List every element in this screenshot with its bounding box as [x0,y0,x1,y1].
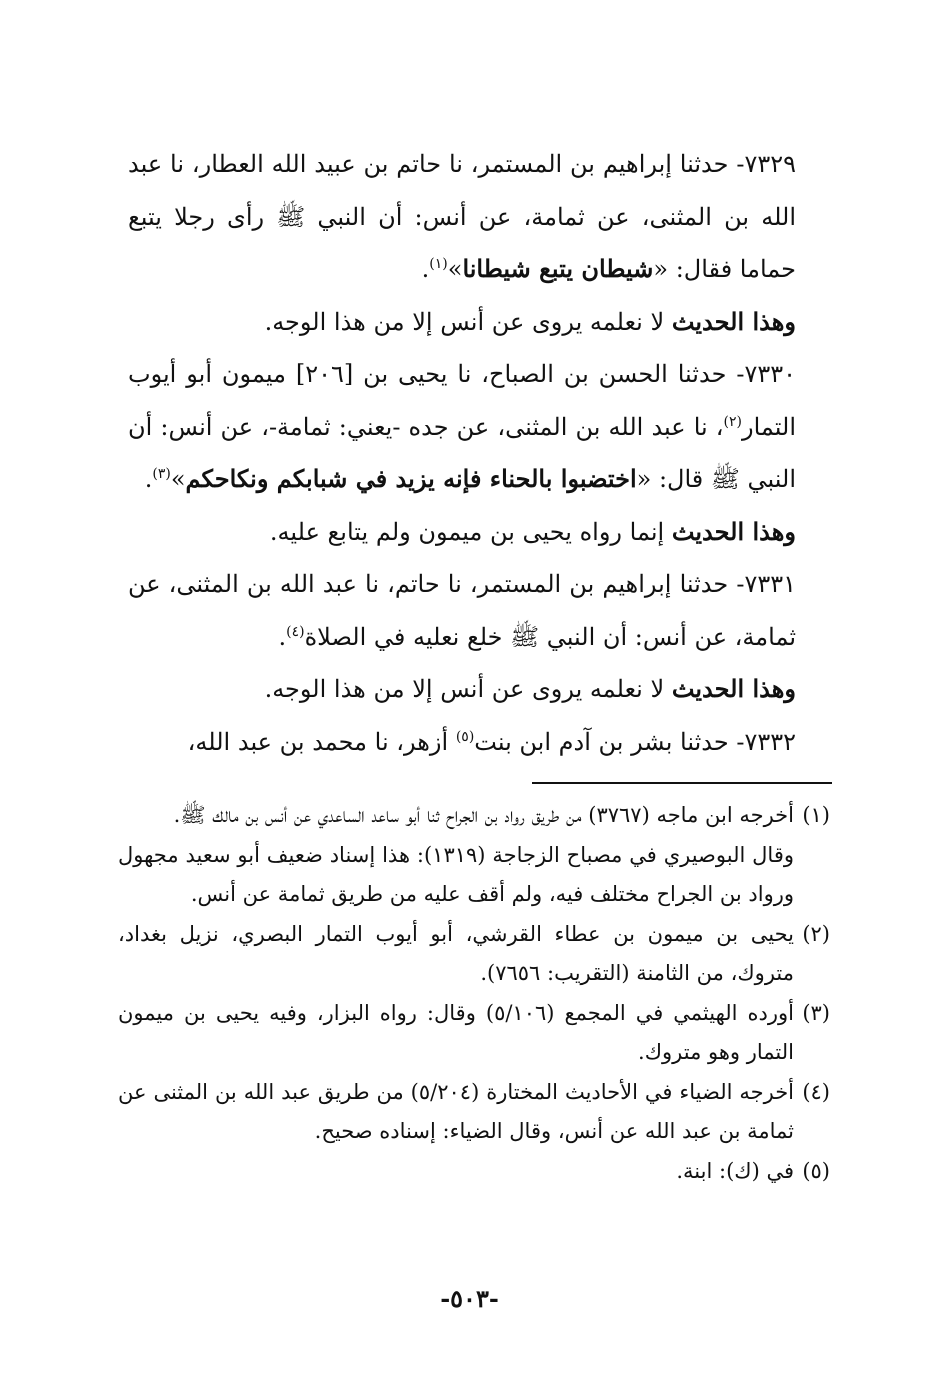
comment-lead-bold: وهذا الحديث [671,516,796,546]
hadith-text: ٧٣٣٢- حدثنا بشر بن آدم ابن بنت [474,727,796,756]
footnote-label: (٥) [802,1158,830,1183]
footnote-4 [118,1073,830,1152]
footnote-separator [532,782,832,784]
comment-3 [128,663,840,716]
footnote-3 [118,994,830,1073]
footnote-2 [118,915,830,994]
footnote-ref-3[interactable]: (٣) [152,466,171,482]
footnote-label: (٣) [802,1000,830,1025]
hadith-7330 [128,348,840,506]
comment-text: لا نعلمه يروى عن أنس إلا من هذا الوجه. [264,307,672,336]
footnote-label: (٤) [802,1079,830,1104]
hadith-text-cont: أزهر، نا محمد بن عبد الله، [187,727,456,756]
hadith-quote-bold: شيطان يتبع شيطانا [462,254,654,283]
footnote-1 [118,796,830,836]
footnote-ref-4[interactable]: (٤) [286,623,305,640]
comment-lead-bold: وهذا الحديث [671,306,796,336]
comment-1 [128,296,840,349]
period: . [144,465,153,493]
period: . [278,622,287,651]
main-text [128,138,840,768]
hadith-text: ٧٣٢٩- حدثنا إبراهيم بن المستمر، نا حاتم بن عبيد الله العطار، نا عبد الله بن المثنى، عن ثمامة، عن أنس: أن النبي ﷺ رأى رجلا يتبع حماما فقال: « [128,150,796,283]
hadith-text-cont: ، نا عبد الله بن المثنى، عن جده -يعني: ثمامة-، عن أنس: أن النبي ﷺ قال: « [128,412,796,493]
comment-2 [128,506,840,559]
footnote-ref-2[interactable]: (٢) [723,413,742,430]
footnote-ref-5[interactable]: (٥) [455,728,475,745]
footnote-label: (١) [802,803,830,827]
hadith-7332 [128,716,840,769]
hadith-7331 [128,558,840,663]
footnote-ref-1[interactable]: (١) [429,256,448,272]
footnote-5 [118,1152,830,1192]
comment-text: لا نعلمه يروى عن أنس إلا من هذا الوجه. [264,675,672,703]
hadith-text: ٧٣٣١- حدثنا إبراهيم بن المستمر، نا حاتم، نا عبد الله بن المثنى، عن ثمامة، عن أنس: أن النبي ﷺ خلع نعليه في الصلاة [128,570,796,651]
quote-close: » [170,465,186,493]
hadith-text: ٧٣٣٠- حدثنا الحسن بن الصباح، نا يحيى بن [٢٠٦] ميمون أبو أيوب التمار [128,360,797,441]
footnote-text: وقال البوصيري في مصباح الزجاجة (١٣١٩): هذا إسناد ضعيف أبو سعيد مجهول ورواد بن الجراح مختلف فيه، ولم أقف عليه من طريق ثمامة عن أنس. [118,842,795,906]
page-number: -٥٠٣- [440,1284,499,1313]
footnotes [118,796,830,1191]
footnote-text: أورده الهيثمي في المجمع (٥/١٠٦) وقال: رواه البزار، وفيه يحيى بن ميمون التمار وهو متروك. [118,1000,794,1064]
period: . [421,255,430,283]
comment-text: إنما رواه يحيى بن ميمون ولم يتابع عليه. [269,517,672,546]
footnote-text: يحيى بن ميمون بن عطاء القرشي، أبو أيوب التمار البصري، نزيل بغداد، متروك، من الثامنة (التقريب: ٧٦٥٦). [118,921,794,985]
footnote-text: أخرجه ابن ماجه (٣٧٦٧) من طريق رواد بن الجراح ثنا أبو ساعد الساعدي عن أنس بن مالك ﷺ. [173,803,794,827]
quote-close: » [447,255,463,283]
footnote-text: في (ك): ابنة. [676,1158,794,1183]
hadith-quote-bold: اختضبوا بالحناء فإنه يزيد في شبابكم ونكاحكم [185,464,637,493]
comment-lead-bold: وهذا الحديث [671,674,796,703]
footnote-text: أخرجه الضياء في الأحاديث المختارة (٥/٢٠٤) من طريق عبد الله بن المثنى عن ثمامة بن عبد الله عن أنس، وقال الضياء: إسناده صحيح. [118,1079,795,1143]
hadith-7329 [128,138,840,296]
footnote-1-continued [118,836,830,915]
footnote-label: (٢) [802,921,830,946]
